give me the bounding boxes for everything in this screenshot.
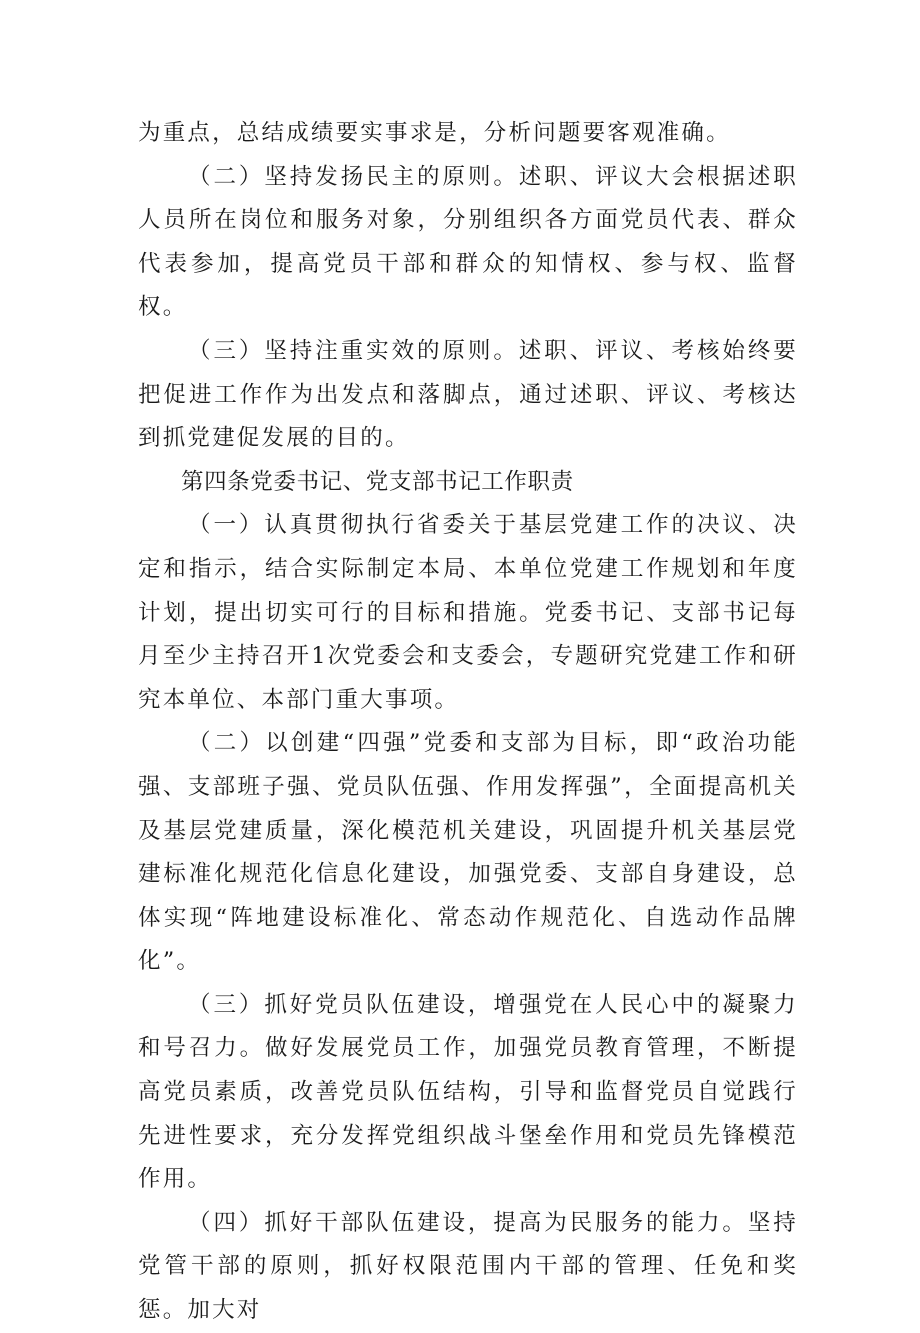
paragraph-duty-3: （三）抓好党员队伍建设，增强党在人民心中的凝聚力和号召力。做好发展党员工作，加强党员教育管理，不断提高党员素质，改善党员队伍结构，引导和监督党员自觉践行先进性要求，充分发挥党组织战斗堡垒作用和党员先锋模范作用。 [138,991,798,1193]
paragraph-principle-democracy: （二）坚持发扬民主的原则。述职、评议大会根据述职人员所在岗位和服务对象，分别组织各方面党员代表、群众代表参加，提高党员干部和群众的知情权、参与权、监督权。 [138,163,798,321]
document-body [138,112,798,1333]
paragraph-duty-1: （一）认真贯彻执行省委关于基层党建工作的决议、决定和指示，结合实际制定本局、本单位党建工作规划和年度计划，提出切实可行的目标和措施。党委书记、支部书记每月至少主持召开1次党委会和支委会，专题研究党建工作和研究本单位、本部门重大事项。 [138,512,798,713]
paragraph-duty-4: （四）抓好干部队伍建设，提高为民服务的能力。坚持党管干部的原则，抓好权限范围内干部的管理、任免和奖惩。加大对 [138,1209,798,1324]
paragraph-principle-effectiveness: （三）坚持注重实效的原则。述职、评议、考核始终要把促进工作作为出发点和落脚点，通过述职、评议、考核达到抓党建促发展的目的。 [138,337,798,452]
paragraph-continuation: 为重点，总结成绩要实事求是，分析问题要客观准确。 [138,120,731,146]
article-heading: 第四条党委书记、党支部书记工作职责 [181,468,574,495]
paragraph-duty-2: （二）以创建“四强”党委和支部为目标，即“政治功能强、支部班子强、党员队伍强、作用发挥强”，全面提高机关及基层党建质量，深化模范机关建设，巩固提升机关基层党建标准化规范化信息化建设，加强党委、支部自身建设，总体实现“阵地建设标准化、常态动作规范化、自选动作品牌化”。 [138,730,798,975]
